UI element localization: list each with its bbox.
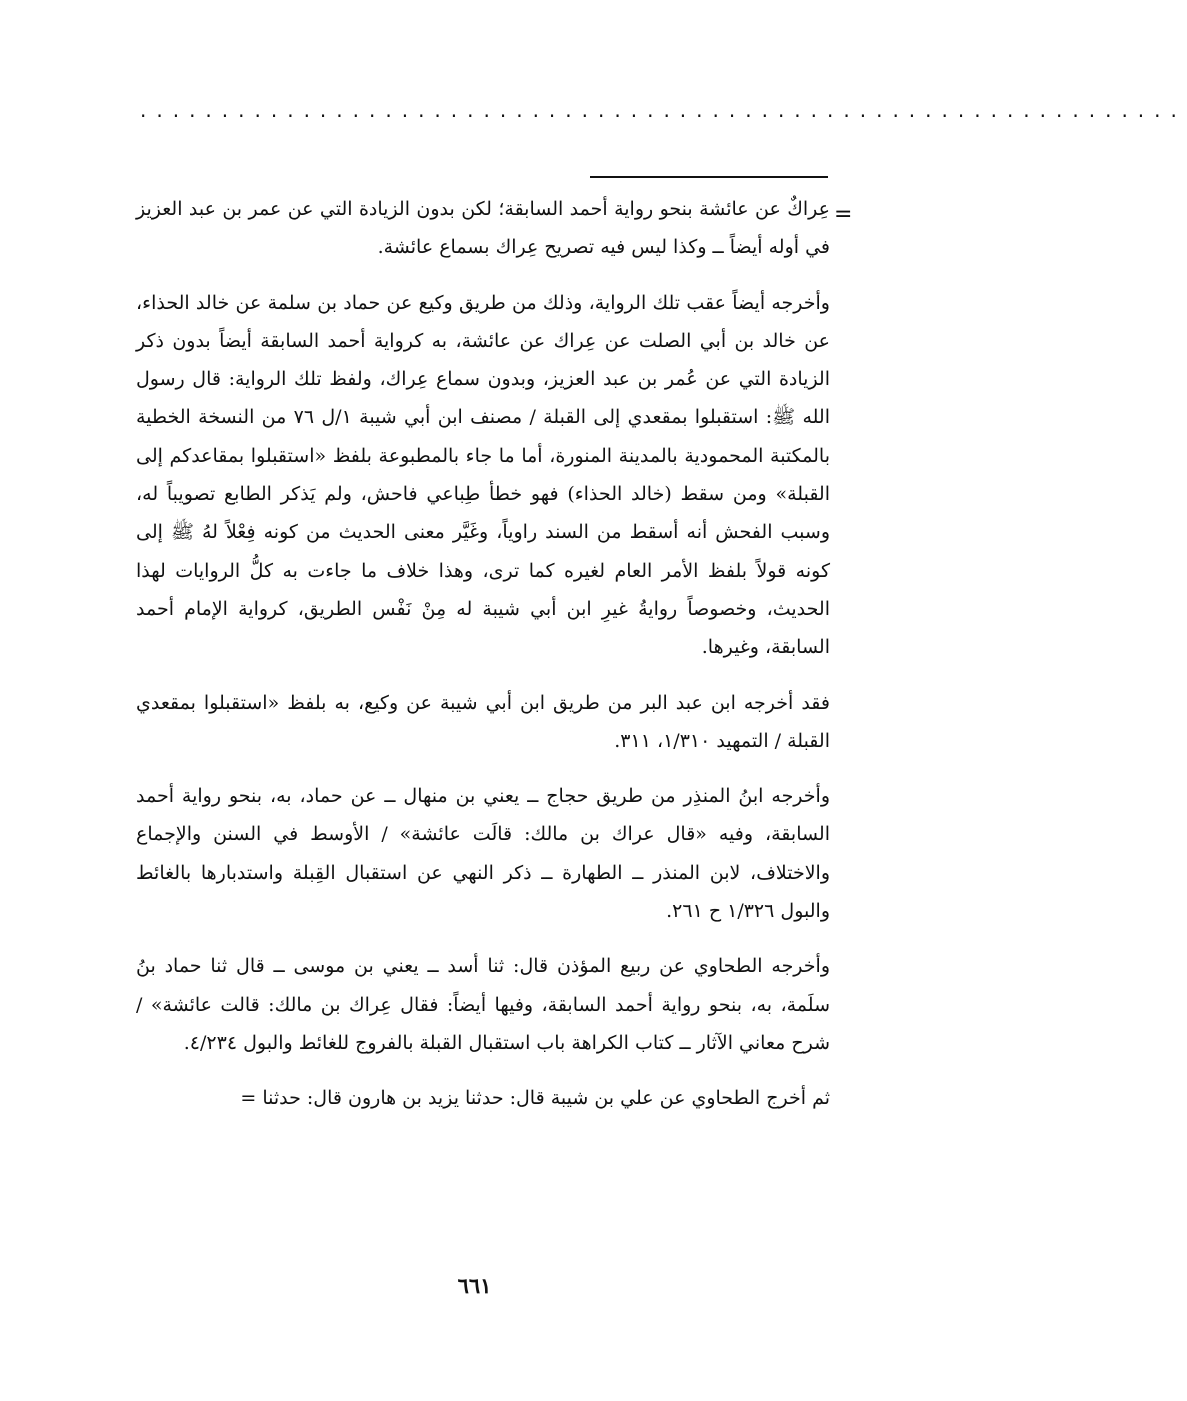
footnote-paragraph: وأخرجه ابنُ المنذِر من طريق حجاج ــ يعني بن منهال ــ عن حماد، به، بنحو رواية أحمد السابقة، وفيه «قال عراك بن مالك: قالَت عائشة» / الأوسط في السنن والإجماع والاختلاف، لابن المنذر ــ الطهارة ــ ذكر النهي عن استقبال القِبلة واستدبارها بالغائط والبول ١/٣٢٦ ح ٢٦١.	[136, 785, 830, 923]
continuation-mark: =	[834, 202, 853, 227]
footnote-paragraph: وأخرجه أيضاً عقب تلك الرواية، وذلك من طريق وكيع عن حماد بن سلمة عن خالد الحذاء، عن خالد بن أبي الصلت عن عِراك عن عائشة، به كرواية أحمد السابقة أيضاً بدون ذكر الزيادة التي عن عُمر بن عبد العزيز، وبدون سماع عِراك، ولفظ تلك الرواية: قال رسول الله ﷺ: استقبلوا بمقعدي إلى القبلة / مصنف ابن أبي شيبة ١/ل ٧٦ من النسخة الخطية بالمكتبة المحمودية بالمدينة المنورة، أما ما جاء بالمطبوعة بلفظ «استقبلوا بمقاعدكم إلى القبلة» ومن سقط (خالد الحذاء) فهو خطأ طِباعي فاحش، ولم يَذكر الطابع تصويباً له، وسبب الفحش أنه أسقط من السند راوياً، وغَيَّر معنى الحديث من كونه فِعْلاً لهُ ﷺ إلى كونه قولاً بلفظ الأمر العام لغيره كما ترى، وهذا خلاف ما جاءت به كلُّ الروايات لهذا الحديث، وخصوصاً روايةُ غيرِ ابن أبي شيبة له مِنْ نَفْس الطريق، كرواية الإمام أحمد السابقة، وغيرها.	[136, 291, 830, 659]
footnote-paragraph: فقد أخرجه ابن عبد البر من طريق ابن أبي شيبة عن وكيع، به بلفظ «استقبلوا بمقعدي القبلة / التمهيد ١/٣١٠، ٣١١.	[136, 691, 830, 752]
footnote-text	[136, 190, 830, 1135]
header-dotted-line: ................................................................	[140, 98, 1187, 122]
footnote-last-text: ثم أخرج الطحاوي عن علي بن شيبة قال: حدثنا يزيد بن هارون قال: حدثنا	[262, 1087, 830, 1110]
footnote-paragraph-last	[136, 1079, 830, 1117]
trailing-continuation-mark: =	[240, 1087, 257, 1110]
footnote-paragraph: وأخرجه الطحاوي عن ربيع المؤذن قال: ثنا أسد ــ يعني بن موسى ــ قال ثنا حماد بنُ سلَمة، به، بنحو رواية أحمد السابقة، وفيها أيضاً: فقال عِراك بن مالك: قالت عائشة» / شرح معاني الآثار ــ كتاب الكراهة باب استقبال القبلة بالفروج للغائط والبول ٤/٢٣٤.	[136, 955, 830, 1054]
footnote-separator-rule	[590, 176, 828, 178]
page-number: ٦٦١	[457, 1273, 492, 1298]
footnote-paragraph: عِراكٌ عن عائشة بنحو رواية أحمد السابقة؛ لكن بدون الزيادة التي عن عمر بن عبد العزيز في أوله أيضاً ــ وكذا ليس فيه تصريح عِراك بسماع عائشة.	[136, 198, 830, 259]
